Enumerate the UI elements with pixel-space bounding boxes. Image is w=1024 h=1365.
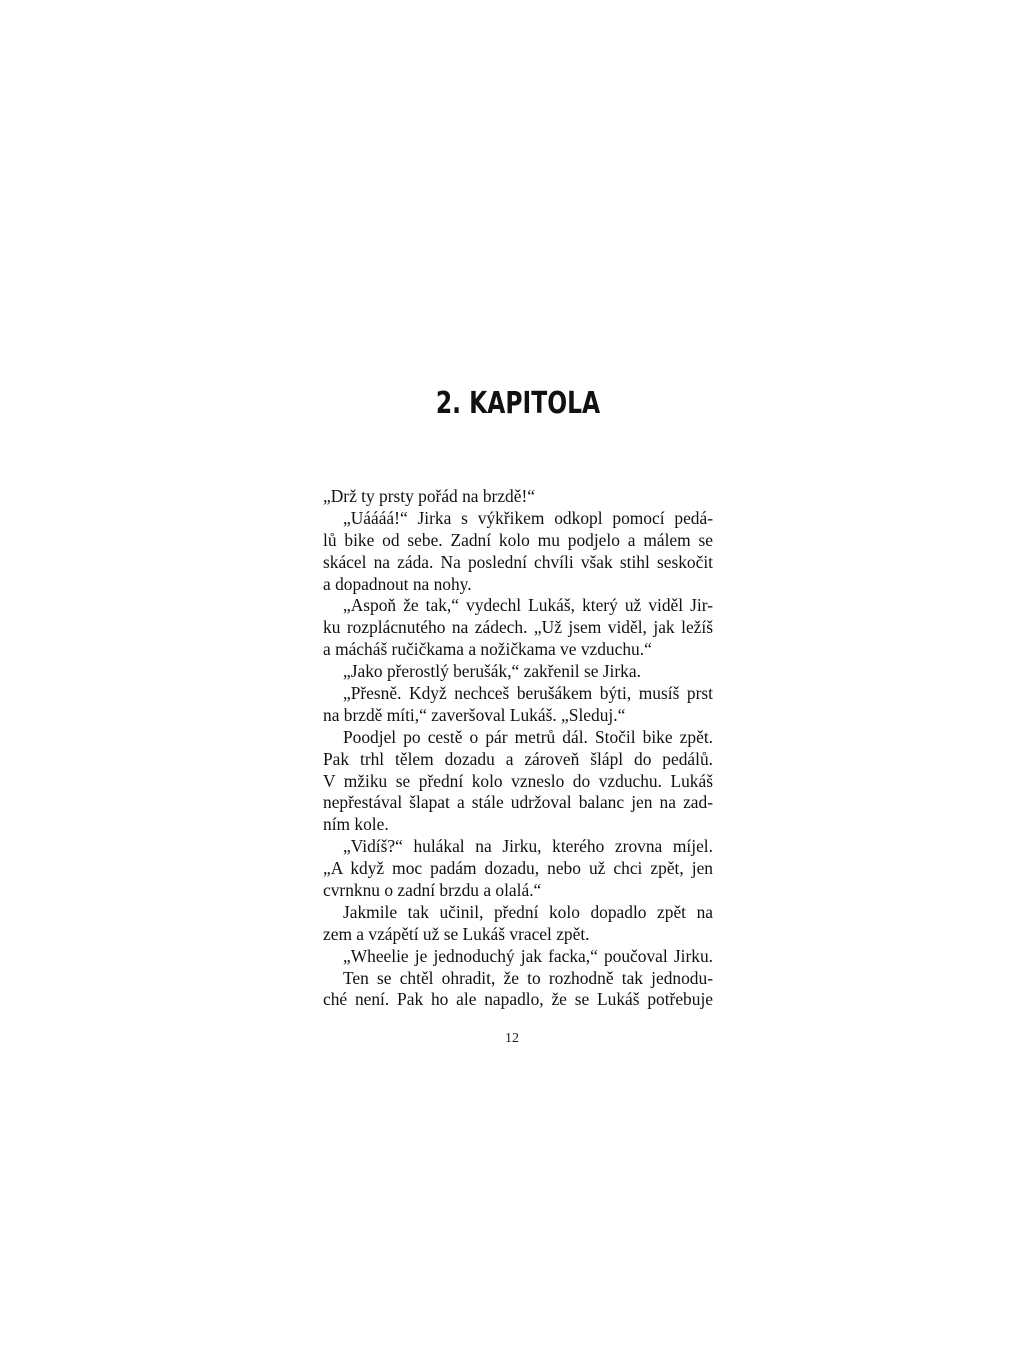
text-line: „Drž ty prsty pořád na brzdě!“ xyxy=(323,486,535,506)
text-line: lů bike od sebe. Zadní kolo mu podjelo a málem se xyxy=(323,529,713,550)
text-line: zem a vzápětí už se Lukáš vracel zpět. xyxy=(323,923,590,944)
chapter-title: 2. KAPITOLA xyxy=(435,386,601,421)
text-line: ním kole. xyxy=(323,814,389,835)
text-line: Jakmile tak učinil, přední kolo dopadlo zpět na xyxy=(343,901,713,922)
text-line: a mácháš ručičkama a nožičkama ve vzduchu.“ xyxy=(323,639,652,660)
text-line: „Přesně. Když nechceš berušákem býti, musíš prst xyxy=(343,683,713,704)
text-line: na brzdě míti,“ zaveršoval Lukáš. „Sleduj.“ xyxy=(323,704,626,725)
text-line: cvrnknu o zadní brzdu a olalá.“ xyxy=(323,880,542,901)
text-line: skácel na záda. Na poslední chvíli však stihl seskočit xyxy=(323,551,713,572)
text-line: „A když moc padám dozadu, nebo už chci zpět, jen xyxy=(323,858,713,879)
text-line: a dopadnout na nohy. xyxy=(323,573,472,594)
text-line: ché není. Pak ho ale napadlo, že se Lukáš potřebuje xyxy=(323,989,713,1010)
text-line: „Aspoň že tak,“ vydechl Lukáš, který už viděl Jir- xyxy=(343,595,713,616)
page-number: 12 xyxy=(505,1031,519,1046)
text-line: „Jako přerostlý berušák,“ zakřenil se Jirka. xyxy=(343,661,641,682)
text-line: Poodjel po cestě o pár metrů dál. Stočil bike zpět. xyxy=(343,726,713,747)
text-line: „Vidíš?“ hulákal na Jirku, kterého zrovna míjel. xyxy=(343,836,713,857)
text-line: Pak trhl tělem dozadu a zároveň šlápl do pedálů. xyxy=(323,748,713,769)
text-line: Ten se chtěl ohradit, že to rozhodně tak jednodu- xyxy=(343,967,713,988)
text-line: „Wheelie je jednoduchý jak facka,“ poučoval Jirku. xyxy=(343,945,713,966)
chapter-body-text xyxy=(323,486,713,1011)
text-line: ku rozplácnutého na zádech. „Už jsem viděl, jak ležíš xyxy=(323,617,713,638)
text-line: „Uáááá!“ Jirka s výkřikem odkopl pomocí pedá- xyxy=(343,507,713,528)
text-line: V mžiku se přední kolo vzneslo do vzduchu. Lukáš xyxy=(323,770,713,791)
text-line: nepřestával šlapat a stále udržoval balanc jen na zad- xyxy=(323,792,713,813)
